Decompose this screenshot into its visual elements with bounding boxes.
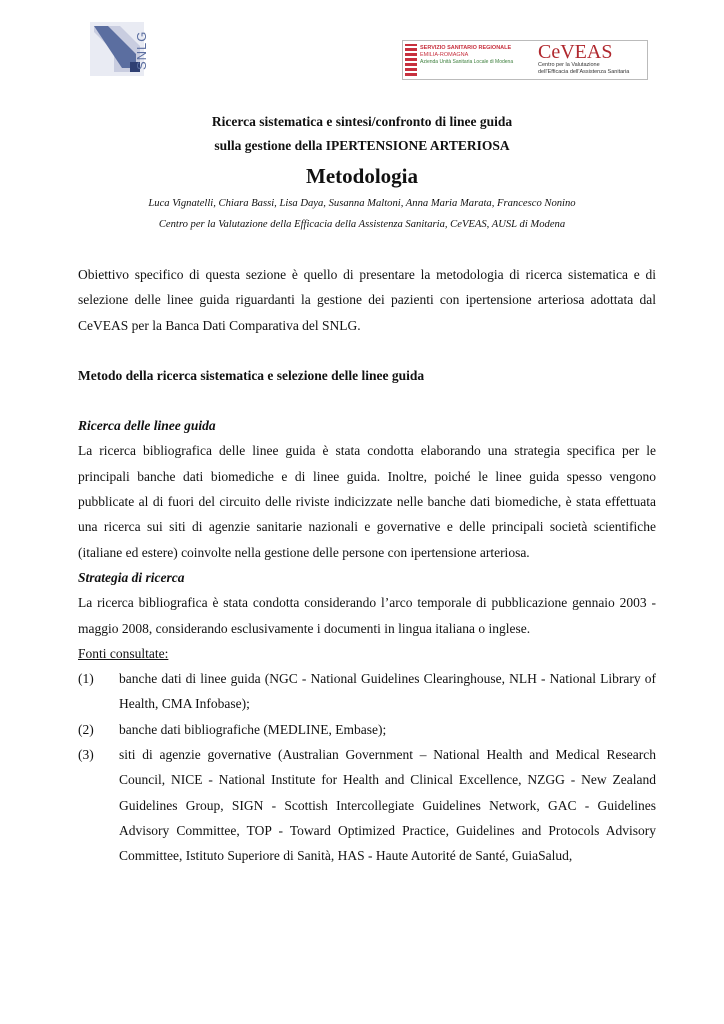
strategia-paragraph: La ricerca bibliografica è stata condotta considerando l’arco temporale di pubblicazione gennaio 2003 - maggio 2008, considerando esclusivamente i documenti in lingua italiana o inglese.	[78, 595, 656, 636]
intro-paragraph: Obiettivo specifico di questa sezione è quello di presentare la metodologia di ricerca sistematica e di selezione delle linee guida riguardanti la gestione dei pazienti con ipertensione arteriosa adottata dal CeVEAS per la Banca Dati Comparativa del SNLG.	[78, 267, 656, 333]
list-item-number: (2)	[78, 721, 94, 737]
ssr-logo-mark	[405, 44, 417, 76]
list-item-text: banche dati bibliografiche (MEDLINE, Embase);	[119, 721, 387, 737]
list-item-number: (3)	[78, 747, 94, 763]
page-header	[0, 0, 724, 90]
title-line-1: Ricerca sistematica e sintesi/confronto di linee guida	[211, 114, 513, 129]
title-block	[60, 110, 664, 235]
list-item	[78, 742, 656, 868]
page-title: Metodologia	[306, 164, 418, 188]
ssr-line-1: SERVIZIO SANITARIO REGIONALE	[420, 45, 512, 51]
ceveas-logo-name: CeVEAS	[538, 41, 613, 63]
institution-logos	[402, 40, 648, 80]
ssr-logo	[405, 44, 535, 76]
ceveas-logo-sub-2: dell'Efficacia dell'Assistenza Sanitaria	[538, 68, 630, 75]
list-item-text: siti di agenzie governative (Australian Government – National Health and Medical Research Council, NICE - National Institute for Health and Clinical Excellence, NZGG - New Zealand Guidelines Group, SIGN - Scottish Intercollegiate Guidelines Network, GAC - Guidelines Advisory Committee, TOP - Toward Optimized Practice, Guidelines and Protocols Advisory Committee, Istituto Superiore di Sanità, HAS - Haute Autorité de Santé, GuiaSalud,	[119, 747, 656, 864]
ricerca-paragraph: La ricerca bibliografica delle linee guida è stata condotta elaborando una strategia specifica per le principali banche dati biomediche e di linee guida. Inoltre, poiché le linee guida spesso vengono pubblicate al di fuori del circuito delle riviste indicizzate nelle banche dati biomediche, è stata effettuata una ricerca sui siti di agenzie sanitarie nazionali e governative e delle principali società scientifiche (italiane ed estere) coinvolte nella gestione delle persone con ipertensione arteriosa.	[78, 443, 656, 560]
list-item	[78, 717, 656, 742]
ceveas-logo	[538, 42, 646, 78]
list-item-number: (1)	[78, 671, 94, 687]
sources-heading: Fonti consultate:	[78, 645, 169, 661]
list-item	[78, 666, 656, 717]
list-item-text: banche dati di linee guida (NGC - National Guidelines Clearinghouse, NLH - National Library of Health, CMA Infobase);	[119, 671, 656, 712]
document-body	[78, 262, 656, 869]
section-heading: Metodo della ricerca sistematica e selezione delle linee guida	[78, 367, 425, 383]
ssr-line-3: Azienda Unità Sanitaria Locale di Modena	[420, 59, 514, 65]
authors: Luca Vignatelli, Chiara Bassi, Lisa Daya, Susanna Maltoni, Anna Maria Marata, Francesco Nonino	[148, 198, 576, 209]
subsection-heading-strategia: Strategia di ricerca	[78, 569, 185, 585]
snlg-logo	[90, 22, 158, 78]
ceveas-logo-sub-1: Centro per la Valutazione	[538, 62, 600, 68]
subsection-heading-ricerca: Ricerca delle linee guida	[78, 418, 216, 434]
title-line-2: sulla gestione della IPERTENSIONE ARTERIOSA	[214, 138, 510, 153]
snlg-logo-text: SNLG	[134, 30, 149, 70]
affiliation: Centro per la Valutazione della Efficacia della Assistenza Sanitaria, CeVEAS, AUSL di Modena	[158, 219, 566, 230]
ssr-line-2: EMILIA-ROMAGNA	[420, 52, 469, 58]
